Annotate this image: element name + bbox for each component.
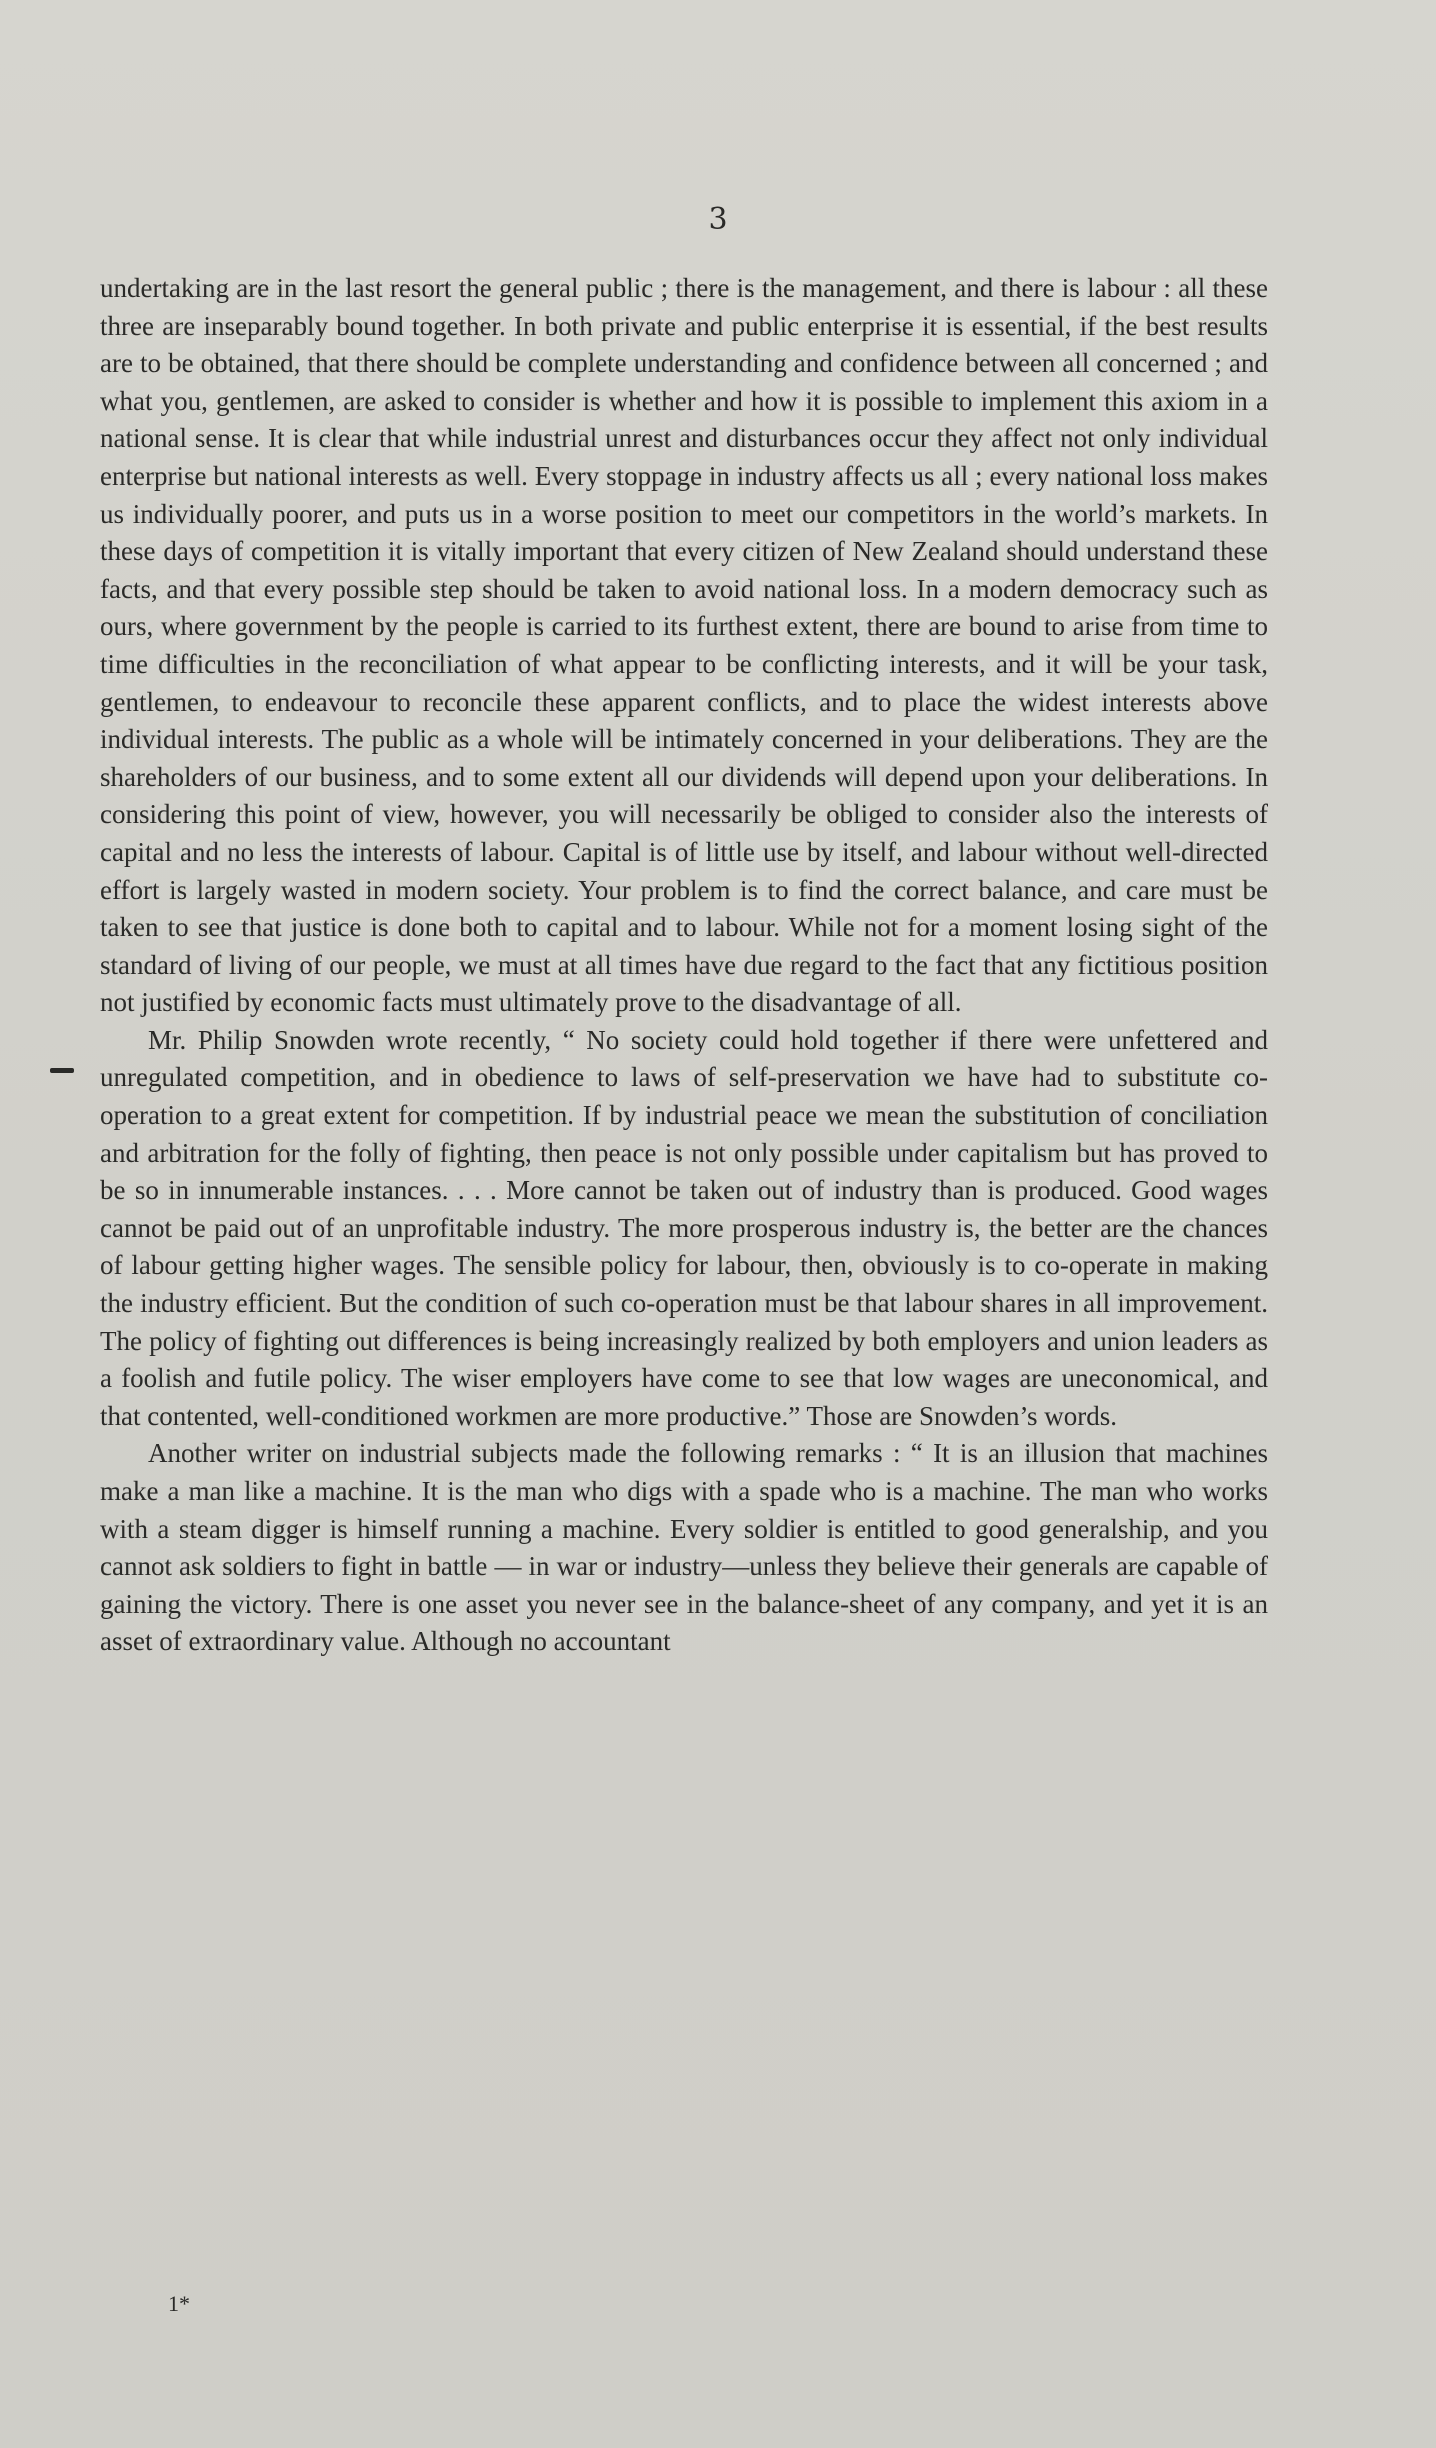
paragraph: undertaking are in the last resort the general public ; there is the management, and there is labour : all these three are inseparably bound together. In both private and public enterprise it is essential, if the best results are to be obtained, that there should be complete understanding and confidence between all concerned ; and what you, gentlemen, are asked to consider is whether and how it is possible to implement this axiom in a national sense. It is clear that while industrial unrest and disturbances occur they affect not only individual enterprise but national interests as well. Every stoppage in industry affects us all ; every national loss makes us individually poorer, and puts us in a worse position to meet our competitors in the world’s markets. In these days of competition it is vitally important that every citizen of New Zealand should understand these facts, and that every possible step should be taken to avoid national loss. In a modern democracy such as ours, where government by the people is carried to its furthest extent, there are bound to arise from time to time difficulties in the reconciliation of what appear to be conflicting interests, and it will be your task, gentlemen, to endeavour to reconcile these apparent conflicts, and to place the widest interests above individual interests. The public as a whole will be intimately concerned in your deliberations. They are the shareholders of our business, and to some extent all our dividends will depend upon your deliberations. In considering this point of view, however, you will necessarily be obliged to consider also the interests of capital and no less the interests of labour. Capital is of little use by itself, and labour without well-directed effort is largely wasted in modern society. Your problem is to find the correct balance, and care must be taken to see that justice is done both to capital and to labour. While not for a moment losing sight of the standard of living of our people, we must at all times have due regard to the fact that any fictitious position not justified by economic facts must ultimately prove to the disadvantage of all. (100, 273, 1268, 1018)
paragraph: Another writer on industrial subjects made the following remarks : “ It is an illusion that machines make a man like a machine. It is the man who digs with a spade who is a machine. The man who works with a steam digger is himself running a machine. Every soldier is entitled to good generalship, and you cannot ask soldiers to fight in battle — in war or industry—unless they believe their generals are capable of gaining the victory. There is one asset you never see in the balance-sheet of any company, and yet it is an asset of extraordinary value. Although no accountant (100, 1438, 1268, 1657)
signature-mark: 1* (168, 2291, 190, 2316)
body-text (100, 270, 1268, 1661)
page-number: 3 (708, 202, 728, 237)
margin-mark (50, 1068, 74, 1073)
paragraph: Mr. Philip Snowden wrote recently, “ No society could hold together if there were unfettered and unregulated competition, and in obedience to laws of self-preservation we have had to substitute co-operation to a great extent for competition. If by industrial peace we mean the substitution of conciliation and arbitration for the folly of fighting, then peace is not only possible under capitalism but has proved to be so in innumerable instances. . . . More cannot be taken out of industry than is produced. Good wages cannot be paid out of an unprofitable industry. The more prosperous industry is, the better are the chances of labour getting higher wages. The sensible policy for labour, then, obviously is to co-operate in making the industry efficient. But the condition of such co-operation must be that labour shares in all improvement. The policy of fighting out differences is being increasingly realized by both employers and union leaders as a foolish and futile policy. The wiser employers have come to see that low wages are uneconomical, and that contented, well-conditioned workmen are more productive.” Those are Snowden’s words. (100, 1024, 1268, 1431)
